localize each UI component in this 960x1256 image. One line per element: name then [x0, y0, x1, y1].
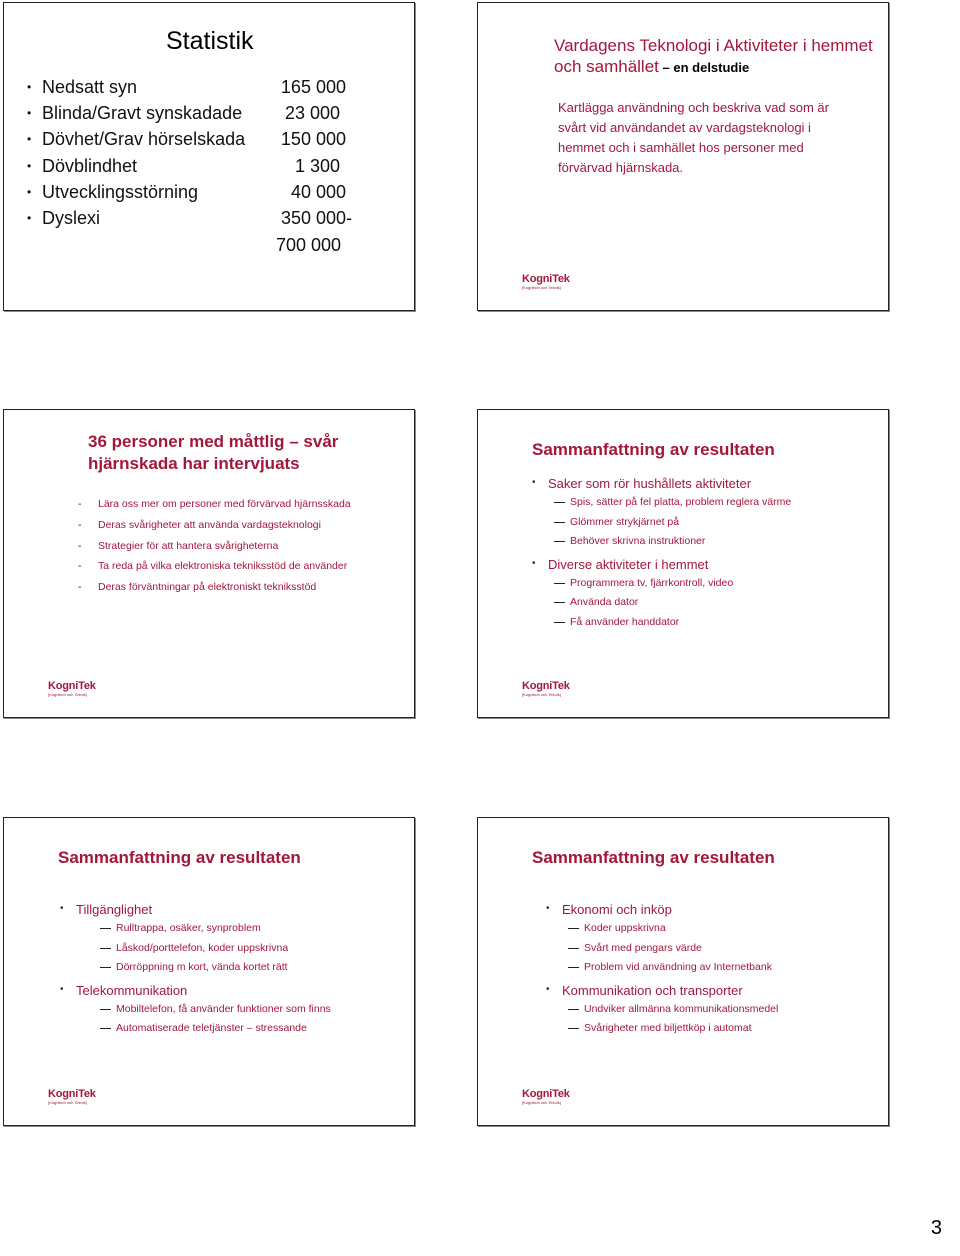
dash-icon — [554, 541, 565, 542]
stat-label: Utvecklingsstörning — [42, 181, 199, 202]
summary-list — [546, 900, 778, 1042]
stat-value: 350 000- — [280, 207, 352, 228]
dash-icon — [568, 1009, 579, 1010]
item-text: Glömmer strykjärnet på — [570, 515, 680, 528]
list-heading — [60, 902, 331, 922]
item-text: Få använder handdator — [570, 615, 680, 628]
list-item: - Lära oss mer om personer med förvärvad hjärnsskada — [62, 498, 351, 519]
slide-title — [554, 35, 874, 78]
slide-title: Sammanfattning av resultaten — [58, 848, 301, 867]
item-text: Svårt med pengars värde — [584, 941, 702, 954]
logo-subtext: [Kognition och Teknik] — [522, 692, 561, 697]
dash-icon — [100, 948, 111, 949]
item-text: Svårigheter med biljettköp i automat — [584, 1022, 752, 1034]
slide-title: Sammanfattning av resultaten — [532, 848, 775, 867]
list-item — [532, 577, 791, 597]
bullet-icon: • — [27, 106, 32, 121]
slide-vardagens-teknologi — [477, 2, 889, 311]
heading-text: Ekonomi och inköp — [562, 902, 672, 917]
logo-text: KogniTek — [48, 1088, 96, 1100]
slide-statistik — [3, 2, 415, 311]
list-item — [532, 496, 791, 516]
bullet-icon: • — [532, 557, 536, 569]
bullet-icon: • — [27, 158, 32, 173]
slide-title: Sammanfattning av resultaten — [532, 440, 775, 459]
stat-label: Dyslexi — [42, 207, 101, 228]
item-text: Mobiltelefon, få använder funktioner som finns — [116, 1002, 331, 1015]
item-text: Problem vid användning av Internetbank — [584, 961, 772, 973]
stat-label: Blinda/Gravt synskadade — [42, 103, 243, 124]
dash-icon — [100, 1028, 111, 1029]
list-item — [60, 1022, 331, 1042]
dash-icon — [568, 928, 579, 929]
slide-body: Kartlägga användning och beskriva vad som är svårt vid användandet av vardagsteknologi i hemmet och i samhället hos personer med förvärvad hjärnskada. — [558, 100, 829, 175]
bullet-icon: • — [27, 184, 32, 199]
kognitek-logo — [522, 273, 570, 291]
stat-label: Nedsatt syn — [42, 77, 138, 97]
bullet-icon: • — [546, 903, 550, 914]
dash-icon — [554, 622, 565, 623]
bullet-icon: • — [27, 210, 32, 225]
list-item — [60, 942, 331, 962]
logo-subtext: [Kognition och Teknik] — [48, 692, 87, 697]
list-heading — [546, 902, 778, 922]
bullet-icon: • — [60, 983, 64, 995]
dash-icon — [554, 602, 565, 603]
stat-label: Dövblindhet — [42, 155, 138, 176]
list-item — [532, 516, 791, 536]
dash-icon — [568, 1028, 579, 1029]
list-item — [546, 961, 778, 981]
kognitek-logo — [48, 680, 96, 698]
heading-text: Diverse aktiviteter i hemmet — [548, 556, 709, 572]
bullet-icon: • — [27, 80, 32, 94]
list-item — [546, 922, 778, 942]
item-text: Automatiserade teletjänster – stressande — [116, 1022, 307, 1034]
heading-text: Tillgänglighet — [76, 902, 153, 917]
dash-icon — [554, 502, 565, 503]
stat-value: 165 000 — [280, 77, 346, 97]
item-text: Programmera tv, fjärrkontroll, video — [570, 576, 734, 589]
slide-sammanfattning-hushall — [477, 409, 889, 718]
logo-subtext: [Kognition och Teknik] — [522, 285, 561, 290]
heading-text: Telekommunikation — [76, 982, 188, 998]
item-text: Koder uppskrivna — [584, 922, 666, 934]
dash-icon — [554, 522, 565, 523]
slide-sammanfattning-ekonomi — [477, 817, 889, 1126]
title-main: Vardagens Teknologi i Aktiviteter i hemmet och samhället — [554, 36, 873, 76]
stat-value: 150 000 — [280, 129, 346, 150]
logo-text: KogniTek — [522, 680, 570, 692]
list-item: - Ta reda på vilka elektroniska tekniksstöd de använder — [62, 560, 351, 581]
item-text: Använda dator — [570, 596, 639, 608]
summary-list — [532, 474, 791, 635]
item-text: Spis, sätter på fel platta, problem reglera värme — [570, 496, 792, 508]
dash-icon — [568, 967, 579, 968]
kognitek-logo — [522, 680, 570, 698]
logo-subtext: [Kognition och Teknik] — [48, 1100, 87, 1105]
list-item — [532, 596, 791, 616]
stat-value: 23 000 — [284, 103, 340, 124]
dash-icon — [100, 1009, 111, 1010]
slide-sammanfattning-tillganglighet — [3, 817, 415, 1126]
item-text: Behöver skrivna instruktioner — [570, 535, 706, 547]
stat-value-continued: 700 000 — [276, 235, 342, 255]
list-item — [546, 1022, 778, 1042]
title-dash: – — [658, 60, 674, 75]
slide-title: 36 personer med måttlig – svår hjärnskada har intervjuats — [88, 432, 339, 473]
item-text: Undviker allmänna kommunikationsmedel — [584, 1002, 779, 1015]
list-heading — [532, 476, 791, 496]
list-item — [60, 961, 331, 981]
bullet-icon: • — [27, 132, 32, 147]
summary-list — [60, 900, 331, 1042]
stat-label: Dövhet/Grav hörselskada — [42, 129, 246, 150]
stat-value: 40 000 — [290, 181, 346, 202]
list-item: - Deras svårigheter att använda vardagsteknologi — [62, 519, 351, 540]
dash-icon — [100, 928, 111, 929]
slide-title: Statistik — [166, 27, 254, 55]
kognitek-logo — [522, 1088, 570, 1106]
logo-subtext: [Kognition och Teknik] — [522, 1100, 561, 1105]
logo-text: KogniTek — [48, 680, 96, 692]
item-text: Låskod/porttelefon, koder uppskrivna — [116, 941, 289, 954]
list-item: - Deras förväntningar på elektroniskt tekniksstöd — [62, 581, 351, 602]
bullet-icon: • — [532, 477, 536, 488]
list-item: - Strategier för att hantera svårigheterna — [62, 540, 351, 561]
logo-text: KogniTek — [522, 1088, 570, 1100]
list-item — [532, 616, 791, 636]
dash-icon — [100, 967, 111, 968]
list-heading — [546, 983, 778, 1003]
dash-list — [62, 498, 351, 602]
heading-text: Saker som rör hushållets aktiviteter — [548, 476, 752, 491]
slide-intervjuer — [3, 409, 415, 718]
kognitek-logo — [48, 1088, 96, 1106]
list-heading — [60, 983, 331, 1003]
page-number: 3 — [930, 1217, 942, 1239]
bullet-icon: • — [546, 983, 550, 995]
list-item — [546, 1003, 778, 1023]
list-item — [60, 1003, 331, 1023]
list-item — [60, 922, 331, 942]
item-text: Rulltrappa, osäker, synproblem — [116, 922, 261, 934]
dash-icon — [568, 948, 579, 949]
stat-value: 1 300 — [294, 155, 340, 176]
list-item — [532, 535, 791, 555]
title-subtitle: en delstudie — [673, 60, 750, 75]
bullet-icon: • — [60, 903, 64, 914]
item-text: Dörröppning m kort, vända kortet rätt — [116, 961, 288, 973]
dash-icon — [554, 583, 565, 584]
list-heading — [532, 557, 791, 577]
list-item — [546, 942, 778, 962]
heading-text: Kommunikation och transporter — [562, 982, 743, 998]
logo-text: KogniTek — [522, 273, 570, 285]
